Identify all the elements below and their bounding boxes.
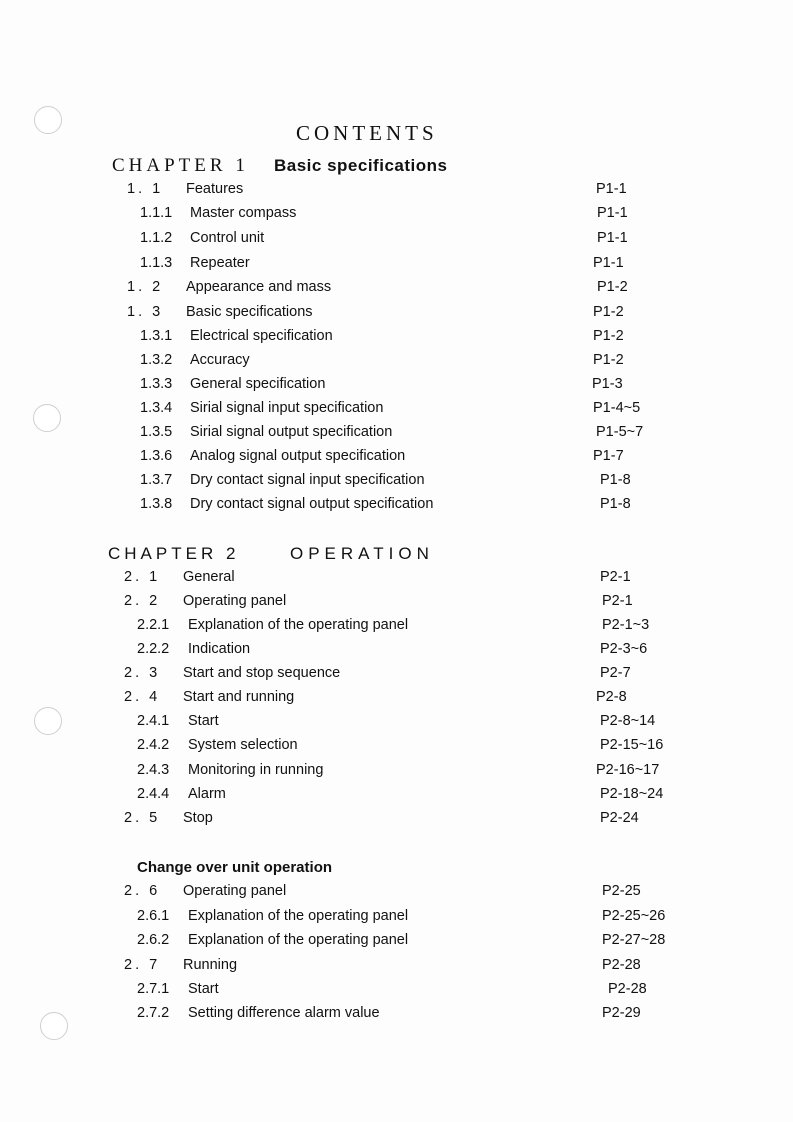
toc-entry-page: P2-25~26 — [602, 908, 666, 924]
chapter1-label: CHAPTER 1 — [112, 155, 249, 176]
toc-entry-page: P1-2 — [593, 352, 624, 368]
toc-entry[interactable] — [0, 230, 793, 250]
chapter1-title: Basic specifications — [274, 156, 448, 175]
toc-entry-number: 1.3.3 — [140, 376, 173, 392]
toc-entry[interactable] — [0, 883, 793, 903]
toc-entry-number: 1.3.1 — [140, 328, 173, 344]
toc-entry[interactable] — [0, 400, 793, 420]
toc-entry-title: Explanation of the operating panel — [188, 908, 409, 924]
toc-entry-page: P1-4~5 — [593, 400, 641, 416]
toc-entry-page: P2-1 — [602, 593, 633, 609]
toc-entry-number: 1. 1 — [127, 181, 164, 197]
toc-entry-number: 2.4.2 — [137, 737, 170, 753]
toc-entry-page: P2-28 — [602, 957, 641, 973]
toc-entry[interactable] — [0, 1005, 793, 1025]
toc-entry[interactable] — [0, 496, 793, 516]
toc-entry[interactable] — [0, 376, 793, 396]
toc-entry-title: Dry contact signal input specification — [190, 472, 425, 488]
toc-entry-number: 1.3.4 — [140, 400, 173, 416]
toc-entry-title: Dry contact signal output specification — [190, 496, 434, 512]
toc-entry[interactable] — [0, 424, 793, 444]
toc-entry-title: Explanation of the operating panel — [188, 617, 409, 633]
toc-entry[interactable] — [0, 472, 793, 492]
toc-entry-page: P2-8~14 — [600, 713, 656, 729]
toc-entry-number: 2.4.1 — [137, 713, 170, 729]
toc-entry-number: 1.3.5 — [140, 424, 173, 440]
toc-entry[interactable] — [0, 932, 793, 952]
toc-entry-number: 2.7.1 — [137, 981, 170, 997]
toc-entry-page: P2-29 — [602, 1005, 641, 1021]
toc-entry-title: General — [183, 569, 235, 585]
toc-entry-title: Control unit — [190, 230, 265, 246]
toc-entry-page: P2-3~6 — [600, 641, 648, 657]
toc-entry-number: 2. 3 — [124, 665, 161, 681]
toc-entry-title: Alarm — [188, 786, 226, 802]
toc-entry-page: P1-8 — [600, 472, 631, 488]
toc-entry-page: P2-24 — [600, 810, 639, 826]
toc-entry-number: 2.4.3 — [137, 762, 170, 778]
toc-entry[interactable] — [0, 569, 793, 589]
toc-entry-number: 2. 1 — [124, 569, 161, 585]
toc-entry[interactable] — [0, 205, 793, 225]
toc-entry-page: P1-2 — [593, 328, 624, 344]
toc-entry-title: Explanation of the operating panel — [188, 932, 409, 948]
toc-entry-number: 2.6.2 — [137, 932, 170, 948]
toc-entry-number: 2. 5 — [124, 810, 161, 826]
toc-entry-number: 1. 3 — [127, 304, 164, 320]
toc-entry-page: P1-8 — [600, 496, 631, 512]
toc-entry-page: P2-28 — [608, 981, 647, 997]
toc-entry-title: Stop — [183, 810, 213, 826]
chapter2-label: CHAPTER 2 — [108, 544, 240, 563]
toc-entry-number: 2. 7 — [124, 957, 161, 973]
toc-entry-title: Setting difference alarm value — [188, 1005, 380, 1021]
toc-entry-title: Analog signal output specification — [190, 448, 406, 464]
toc-entry[interactable] — [0, 352, 793, 372]
toc-entry-page: P1-5~7 — [596, 424, 644, 440]
toc-entry-page: P1-1 — [596, 181, 627, 197]
toc-entry-page: P2-1~3 — [602, 617, 650, 633]
toc-entry-number: 1.3.8 — [140, 496, 173, 512]
toc-entry[interactable] — [0, 617, 793, 637]
toc-entry-page: P2-8 — [596, 689, 627, 705]
toc-entry-page: P2-7 — [600, 665, 631, 681]
toc-entry-number: 1.3.7 — [140, 472, 173, 488]
toc-entry-title: Start and running — [183, 689, 295, 705]
toc-entry-title: Basic specifications — [186, 304, 313, 320]
toc-entry-title: Master compass — [190, 205, 297, 221]
toc-entry-title: General specification — [190, 376, 326, 392]
toc-entry[interactable] — [0, 713, 793, 733]
toc-entry[interactable] — [0, 737, 793, 757]
toc-entry-title: Start — [188, 713, 219, 729]
toc-entry-page: P1-3 — [592, 376, 623, 392]
toc-entry-page: P1-1 — [597, 205, 628, 221]
toc-entry-page: P1-1 — [593, 255, 624, 271]
toc-entry-number: 2. 6 — [124, 883, 161, 899]
toc-entry[interactable] — [0, 328, 793, 348]
toc-entry-number: 1.1.1 — [140, 205, 173, 221]
toc-entry-number: 1.3.6 — [140, 448, 173, 464]
toc-entry-number: 1.1.2 — [140, 230, 173, 246]
toc-entry[interactable] — [0, 665, 793, 685]
toc-entry-title: Accuracy — [190, 352, 250, 368]
toc-entry-title: Running — [183, 957, 238, 973]
subsection-heading: Change over unit operation — [137, 859, 333, 876]
toc-entry-page: P1-7 — [593, 448, 624, 464]
toc-entry-title: Start and stop sequence — [183, 665, 341, 681]
toc-entry[interactable] — [0, 786, 793, 806]
toc-entry[interactable] — [0, 810, 793, 830]
toc-entry-number: 1.1.3 — [140, 255, 173, 271]
toc-entry[interactable] — [0, 981, 793, 1001]
toc-entry-title: Repeater — [190, 255, 250, 271]
toc-entry-title: Electrical specification — [190, 328, 333, 344]
toc-entry-title: Operating panel — [183, 593, 287, 609]
toc-entry-number: 2.4.4 — [137, 786, 170, 802]
toc-entry-title: Appearance and mass — [186, 279, 332, 295]
toc-entry-page: P1-2 — [597, 279, 628, 295]
toc-entry-page: P2-27~28 — [602, 932, 666, 948]
page-title: CONTENTS — [296, 121, 438, 145]
toc-entry-title: Sirial signal input specification — [190, 400, 384, 416]
toc-entry-page: P1-1 — [597, 230, 628, 246]
toc-entry-page: P2-18~24 — [600, 786, 664, 802]
toc-entry[interactable] — [0, 641, 793, 661]
toc-entry-number: 2.2.1 — [137, 617, 170, 633]
toc-entry-number: 1. 2 — [127, 279, 164, 295]
toc-entry[interactable] — [0, 304, 793, 324]
toc-entry-title: Features — [186, 181, 244, 197]
toc-entry-title: Sirial signal output specification — [190, 424, 393, 440]
toc-entry[interactable] — [0, 255, 793, 275]
toc-entry[interactable] — [0, 689, 793, 709]
toc-entry-number: 2. 2 — [124, 593, 161, 609]
toc-entry-title: Start — [188, 981, 219, 997]
toc-entry[interactable] — [0, 181, 793, 201]
toc-entry[interactable] — [0, 448, 793, 468]
toc-entry-number: 2.7.2 — [137, 1005, 170, 1021]
toc-entry[interactable] — [0, 957, 793, 977]
toc-entry-number: 1.3.2 — [140, 352, 173, 368]
toc-entry-number: 2.6.1 — [137, 908, 170, 924]
toc-entry-title: Monitoring in running — [188, 762, 324, 778]
toc-entry[interactable] — [0, 908, 793, 928]
punch-hole — [34, 106, 62, 134]
toc-entry-page: P1-2 — [593, 304, 624, 320]
toc-entry-page: P2-15~16 — [600, 737, 664, 753]
toc-entry-title: Operating panel — [183, 883, 287, 899]
toc-entry-page: P2-16~17 — [596, 762, 660, 778]
toc-entry-number: 2.2.2 — [137, 641, 170, 657]
toc-entry[interactable] — [0, 279, 793, 299]
chapter2-title: OPERATION — [290, 544, 434, 563]
toc-entry-title: System selection — [188, 737, 298, 753]
toc-entry-number: 2. 4 — [124, 689, 161, 705]
toc-entry-page: P2-1 — [600, 569, 631, 585]
toc-entry[interactable] — [0, 593, 793, 613]
toc-entry-page: P2-25 — [602, 883, 641, 899]
toc-entry-title: Indication — [188, 641, 251, 657]
toc-entry[interactable] — [0, 762, 793, 782]
